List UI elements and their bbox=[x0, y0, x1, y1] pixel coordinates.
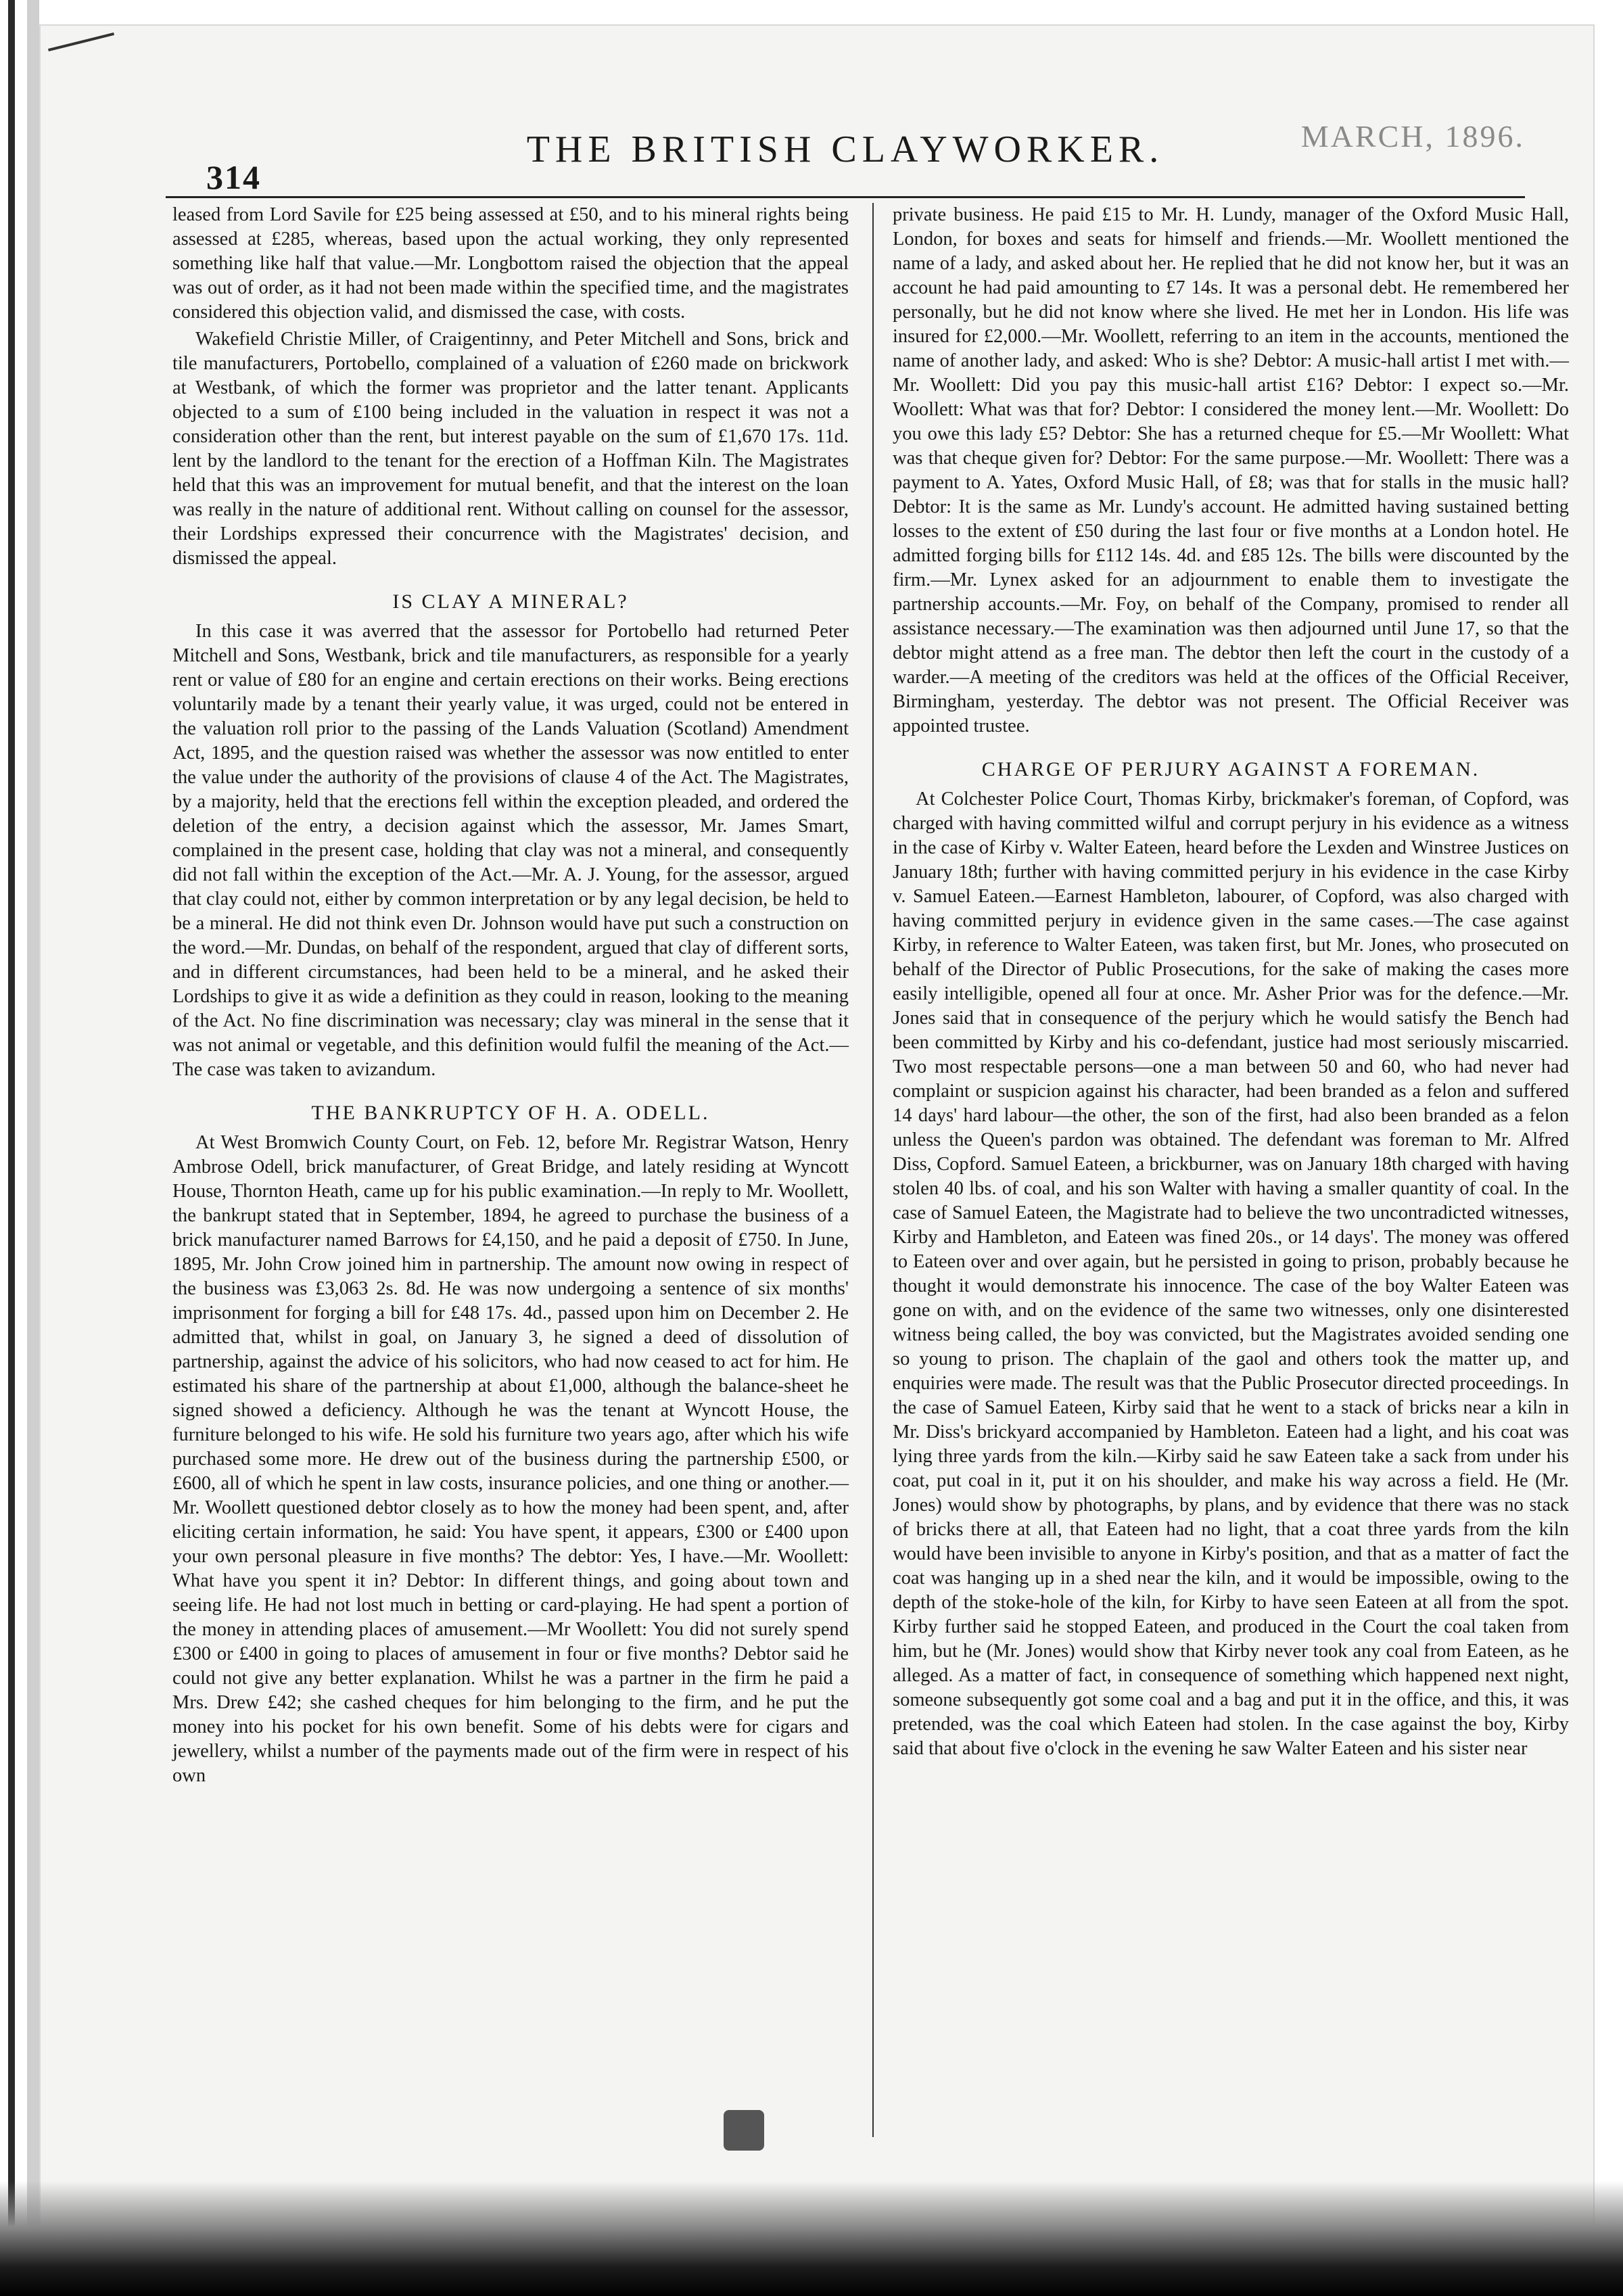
header-rule bbox=[166, 196, 1525, 198]
paragraph: At West Bromwich County Court, on Feb. 12, before Mr. Registrar Watson, Henry Ambrose Odell, brick manufacturer, of Great Bridge, and lately residing at Wyncott House, Thornton Heath, came up for his public examination.—In reply to Mr. Woollett, the bankrupt stated that in September, 1894, he agreed to purchase the business of a brick manufacturer named Barrows for £4,150, and he paid a deposit of £750. In June, 1895, Mr. John Crow joined him in partnership. The amount now owing in respect of the business was £3,063 2s. 8d. He was now undergoing a sentence of six months' imprisonment for forging a bill for £48 17s. 4d., passed upon him on December 2. He admitted that, whilst in goal, on January 3, he signed a deed of dissolution of partnership, against the advice of his solicitors, who had now ceased to act for him. He estimated his share of the partnership at about £1,000, although the balance-sheet he signed showed a deficiency. Although he was the tenant at Wyncott House, the furniture belonged to his wife. He sold his furniture two years ago, after which his wife purchased some more. He drew out of the business during the partnership £500, or £600, all of which he spent in law costs, insurance policies, and one thing or another.—Mr. Woollett questioned debtor closely as to how the money had been spent, and, after eliciting certain information, he said: You have spent, it appears, £300 or £400 upon your own personal pleasure in five months? The debtor: Yes, I have.—Mr. Woollett: What have you spent it in? Debtor: In different things, and going about town and seeing life. He had not lost much in betting or card-playing. He had spent a portion of the money in attending places of amusement.—Mr Woollett: You did not surely spend £300 or £400 in going to places of amusement in four or five months? Debtor said he could not give any better explanation. Whilst he was a partner in the firm he paid a Mrs. Drew £42; she cashed cheques for him belonging to the firm, and he put the money into his pocket for his own benefit. Some of his debts were for cigars and jewellery, whilst a number of the payments made out of the firm were in respect of his own bbox=[172, 1132, 849, 1786]
left-column bbox=[172, 203, 849, 1791]
paragraph: private business. He paid £15 to Mr. H. Lundy, manager of the Oxford Music Hall, London, for boxes and seats for himself and friends.—Mr. Woollett mentioned the name of a lady, and asked about her. He replied that he did not know her, but it was an account he had paid amounting to £7 14s. It was a personal debt. He remembered her personally, but he did not know where she lived. He met her in London. His life was insured for £2,000.—Mr. Woollett, referring to an item in the accounts, mentioned the name of another lady, and asked: Who is she? Debtor: A music-hall artist I met with.—Mr. Woollett: Did you pay this music-hall artist £16? Debtor: I expect so.—Mr. Woollett: What was that for? Debtor: I considered the money lent.—Mr. Woollett: Do you owe this lady £5? Debtor: She has a returned cheque for £5.—Mr Woollett: What was that cheque given for? Debtor: For the same purpose.—Mr. Woollett: There was a payment to A. Yates, Oxford Music Hall, of £8; was that for stalls in the music hall? Debtor: It is the same as Mr. Lundy's account. He admitted having sustained betting losses to the extent of £50 during the last four or five months at a London hotel. He admitted forging bills for £112 14s. 4d. and £85 12s. The bills were discounted by the firm.—Mr. Lynex asked for an adjournment to enable them to investigate the partnership accounts.—Mr. Foy, on behalf of the Company, promised to render all assistance necessary.—The examination was then adjourned until June 17, so that the debtor might attend as a free man. The debtor then left the court in the custody of a warder.—A meeting of the creditors was held at the offices of the Official Receiver, Birmingham, yesterday. The debtor was not present. The Official Receiver was appointed trustee. bbox=[893, 204, 1569, 736]
journal-title: THE BRITISH CLAYWORKER. bbox=[526, 128, 1165, 170]
article-heading: IS CLAY A MINERAL? bbox=[392, 590, 629, 613]
column-divider bbox=[872, 203, 874, 2137]
paragraph: In this case it was averred that the assessor for Portobello had returned Peter Mitchell and Sons, Westbank, brick and tile manufacturers, as responsible for a yearly rent or value of £80 for an engine and certain erections on their works. Being erections voluntarily made by a tenant their yearly value, it was urged, could not be entered in the valuation roll prior to the passing of the Lands Valuation (Scotland) Amendment Act, 1895, and the question raised was whether the assessor was now entitled to enter the value under the authority of the provisions of clause 4 of the Act. The Magistrates, by a majority, held that the erections fell within the exception pleaded, and ordered the deletion of the entry, a decision against which the assessor, Mr. James Smart, complained in the present case, holding that clay was not a mineral, and consequently did not fall within the exception of the Act.—Mr. A. J. Young, for the assessor, argued that clay could not, either by common interpretation or by any legal decision, be held to be a mineral. He did not think even Dr. Johnson would have put such a construction on the word.—Mr. Dundas, on behalf of the respondent, argued that clay of different sorts, and in different circumstances, had been held to be a mineral, and he asked their Lordships to give it as wide a definition as they could in reason, looking to the meaning of the Act. No fine discrimination was necessary; clay was mineral in the sense that it was not animal or vegetable, and this definition would fulfil the meaning of the Act.—The case was taken to avizandum. bbox=[172, 621, 849, 1080]
article-heading: THE BANKRUPTCY OF H. A. ODELL. bbox=[311, 1102, 710, 1124]
page-number: 314 bbox=[206, 158, 261, 196]
page-footer-mark bbox=[724, 2110, 764, 2151]
issue-date: MARCH, 1896. bbox=[1300, 119, 1525, 154]
right-column bbox=[893, 203, 1569, 1764]
article-heading: CHARGE OF PERJURY AGAINST A FOREMAN. bbox=[981, 758, 1480, 780]
paragraph: At Colchester Police Court, Thomas Kirby, brickmaker's foreman, of Copford, was charged with having committed wilful and corrupt perjury in his evidence as a witness in the case of Kirby v. Walter Eateen, heard before the Lexden and Winstree Justices on January 18th; further with having committed perjury in his evidence in the case Kirby v. Samuel Eateen.—Earnest Hambleton, labourer, of Copford, was also charged with having committed perjury in evidence given in the same cases.—The case against Kirby, in reference to Walter Eateen, was taken first, but Mr. Jones, who prosecuted on behalf of the Director of Public Prosecutions, for the sake of making the cases more easily intelligible, opened all four at once. Mr. Asher Prior was for the defence.—Mr. Jones said that in consequence of the perjury which he would satisfy the Bench had been committed by Kirby and his co-defendant, justice had most seriously miscarried. Two most respectable persons—one a man between 50 and 60, who had never had complaint or suspicion against his character, had been branded as a felon and suffered 14 days' hard labour—the other, the son of the first, had also been branded as a felon unless the Queen's pardon was obtained. The defendant was foreman to Mr. Alfred Diss, Copford. Samuel Eateen, a brickburner, was on January 18th charged with having stolen 40 lbs. of coal, and his son Walter with having a smaller quantity of coal. In the case of Samuel Eateen, the Magistrate had to believe the two uncontradicted witnesses, Kirby and Hambleton, and Eateen was fined 20s., or 14 days'. The money was offered to Eateen over and over again, but he persisted in going to prison, probably because he thought it would demonstrate his innocence. The case of the boy Walter Eateen was gone on with, and on the evidence of the same two witnesses, only one disinterested witness being called, the boy was convicted, but the Magistrates avoided sending one so young to prison. The chaplain of the gaol and others took the matter up, and enquiries were made. The result was that the Public Prosecutor directed proceedings. In the case of Samuel Eateen, Kirby said that he went to a stack of bricks near a kiln in Mr. Diss's brickyard accompanied by Hambleton. Eateen had a light, and his coat was lying three yards from the kiln.—Kirby said he saw Eateen take a sack from under his coat, put coal in it, put it on his shoulder, and make his way across a field. He (Mr. Jones) would show by photographs, by plans, and by evidence that there was no stack of bricks there at all, that Eateen had no light, that a coat three yards from the kiln would have been invisible to anyone in Kirby's position, and that as a matter of fact the coat was hanging up in a shed near the kiln, and it would be impossible, owing to the depth of the stoke-hole of the kiln, for Kirby to have seen Eateen at all from the spot. Kirby further said he stopped Eateen, and produced in the Court the coal taken from him, but he (Mr. Jones) would show that Kirby never took any coal from Eateen, as he alleged. As a matter of fact, in consequence of something which happened next night, someone subsequently got some coal and a bag and put it in the office, and this, it was pretended, was the coal which Eateen had stolen. In the case against the boy, Kirby said that about five o'clock in the evening he saw Walter Eateen and his sister near bbox=[893, 789, 1569, 1759]
page-header bbox=[166, 118, 1525, 196]
scanner-edge bbox=[0, 0, 39, 2296]
paragraph: leased from Lord Savile for £25 being assessed at £50, and to his mineral rights being assessed at £285, whereas, based upon the actual working, they only represented something like half that value.—Mr. Longbottom raised the objection that the appeal was out of order, as it had not been made within the specified time, and the magistrates considered this objection valid, and dismissed the case, with costs. bbox=[172, 204, 849, 323]
scanner-shadow bbox=[0, 2181, 1623, 2296]
paragraph: Wakefield Christie Miller, of Craigentinny, and Peter Mitchell and Sons, brick and tile manufacturers, Portobello, complained of a valuation of £260 made on brickwork at Westbank, of which the former was proprietor and the latter tenant. Applicants objected to a sum of £100 being included in the valuation in respect it was not a consideration other than the rent, but interest payable on the sum of £1,670 17s. 11d. lent by the landlord to the tenant for the erection of a Hoffman Kiln. The Magistrates held that this was an improvement for mutual benefit, and that the interest on the loan was really in the nature of additional rent. Without calling on counsel for the assessor, their Lordships expressed their concurrence with the Magistrates' decision, and dismissed the appeal. bbox=[172, 329, 849, 569]
